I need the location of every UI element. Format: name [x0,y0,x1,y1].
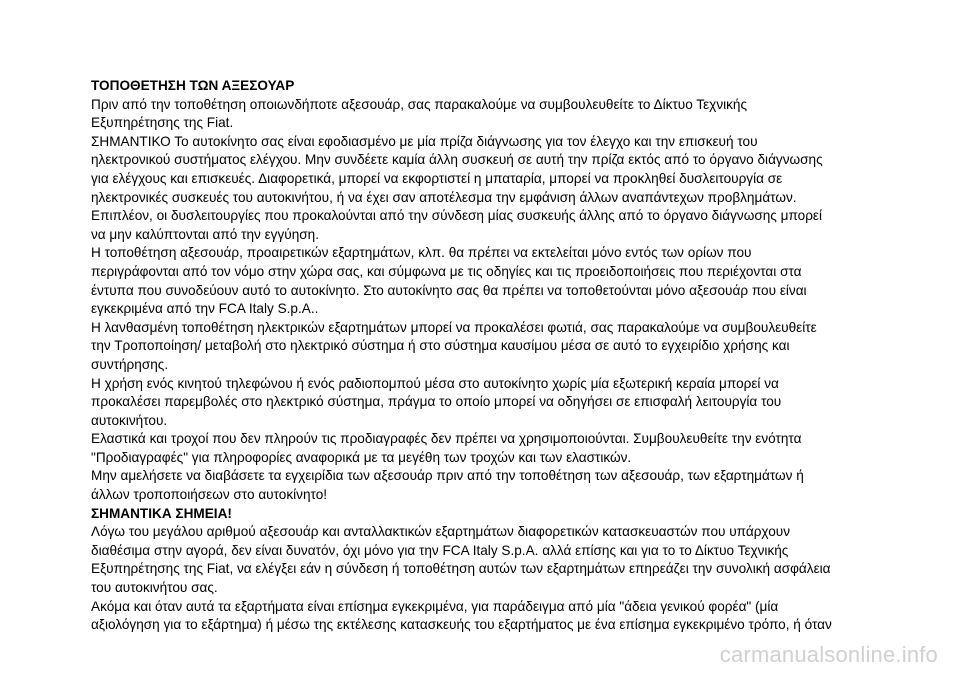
text-line: προκαλέσει παρεμβολές στο ηλεκτρικό σύστημα, πράγμα το οποίο μπορεί να οδηγήσει σε επισφαλή λειτουργία του [91,394,782,410]
text-line: συντήρησης. [91,356,169,372]
text-line: την Τροποποίηση/ μεταβολή στο ηλεκτρικό σύστημα ή στο σύστημα καυσίμου μέσα σε αυτό το εγχειρίδιο χρήσης και [91,338,790,354]
text-line: αξιολόγηση για το εξάρτημα) ή μέσω της εκτέλεσης κατασκευής του εξαρτήματος με ένα επίσημα εγκεκριμένο τρόπο, ή όταν [91,617,832,633]
text-line: ηλεκτρονικές συσκευές του αυτοκινήτου, ή να έχει σαν αποτέλεσμα την εμφάνιση άλλων αναπάντεχων προβλημάτων. [91,189,797,205]
text-line: Επιπλέον, οι δυσλειτουργίες που προκαλούνται από την σύνδεση μίας συσκευής άλλης από το όργανο διάγνωσης μπορεί [91,208,823,224]
text-line: για ελέγχους και επισκευές. Διαφορετικά, μπορεί να εκφορτιστεί η μπαταρία, μπορεί να προκληθεί δυσλειτουργία σε [91,170,783,186]
text-line: εγκεκριμένα από την FCA Italy S.p.A.. [91,301,319,317]
text-line: Η τοποθέτηση αξεσουάρ, προαιρετικών εξαρτημάτων, κλπ. θα πρέπει να εκτελείται μόνο εντός των ορίων που [91,245,752,261]
text-line: Ακόμα και όταν αυτά τα εξαρτήματα είναι επίσημα εγκεκριμένα, για παράδειγμα από μία "άδεια γενικού φορέα" (μία [91,598,779,614]
section-heading: ΤΟΠΟΘΕΤΗΣΗ ΤΩΝ ΑΞΕΣΟΥΑΡ [91,78,295,93]
manual-page-text [91,77,921,635]
text-line: Λόγω του μεγάλου αριθμού αξεσουάρ και ανταλλακτικών εξαρτημάτων διαφορετικών κατασκευαστών που υπάρχουν [91,524,790,540]
section-heading: ΣΗΜΑΝΤΙΚΑ ΣΗΜΕΙΑ! [91,505,232,521]
text-line: διαθέσιμα στην αγορά, δεν είναι δυνατόν, όχι μόνο για την FCA Italy S.p.A. αλλά επίσης και για το το Δίκτυο Τεχνικής [91,542,789,558]
text-line: Εξυπηρέτησης της Fiat, να ελέγξει εάν η σύνδεση ή τοποθέτηση αυτών των εξαρτημάτων επηρεάζει την συνολική ασφάλεια [91,561,831,577]
text-line: του αυτοκινήτου σας. [91,580,218,596]
text-line: Εξυπηρέτησης της Fiat. [91,115,234,131]
text-line: ηλεκτρονικού συστήματος ελέγχου. Μην συνδέετε καμία άλλη συσκευή σε αυτή την πρίζα εκτός από το όργανο διάγνωσης [91,152,823,168]
text-line: αυτοκινήτου. [91,412,168,428]
text-line: "Προδιαγραφές" για πληροφορίες αναφορικά με τα μεγέθη των τροχών και των ελαστικών. [91,449,632,465]
text-line: Πριν από την τοποθέτηση οποιωνδήποτε αξεσουάρ, σας παρακαλούμε να συμβουλευθείτε το Δίκτυο Τεχνικής [91,96,748,112]
text-line: περιγράφονται από τον νόμο στην χώρα σας, και σύμφωνα με τις οδηγίες και τις προειδοποιήσεις που περιέχονται στα [91,263,802,279]
text-line: έντυπα που συνοδεύουν αυτό το αυτοκίνητο. Στο αυτοκίνητο σας θα πρέπει να τοποθετούνται μόνο αξεσουάρ που είναι [91,282,807,298]
text-line: Η λανθασμένη τοποθέτηση ηλεκτρικών εξαρτημάτων μπορεί να προκαλέσει φωτιά, σας παρακαλούμε να συμβουλευθείτε [91,319,817,335]
text-line: ΣΗΜΑΝΤΙΚΟ Το αυτοκίνητο σας είναι εφοδιασμένο με μία πρίζα διάγνωσης για τον έλεγχο και την επισκευή του [91,133,758,149]
watermark: carmanualsonline.info [719,642,938,667]
text-line: Ελαστικά και τροχοί που δεν πληρούν τις προδιαγραφές δεν πρέπει να χρησιμοποιούνται. Συμβουλευθείτε την ενότητα [91,431,802,447]
text-line: Μην αμελήσετε να διαβάσετε τα εγχειρίδια των αξεσουάρ πριν από την τοποθέτηση των αξεσουάρ, των εξαρτημάτων ή [91,468,804,484]
text-line: Η χρήση ενός κινητού τηλεφώνου ή ενός ραδιοπομπού μέσα στο αυτοκίνητο χωρίς μία εξωτερική κεραία μπορεί να [91,375,779,391]
text-line: να μην καλύπτονται από την εγγύηση. [91,226,319,242]
text-line: άλλων τροποποιήσεων στο αυτοκίνητο! [91,487,328,503]
